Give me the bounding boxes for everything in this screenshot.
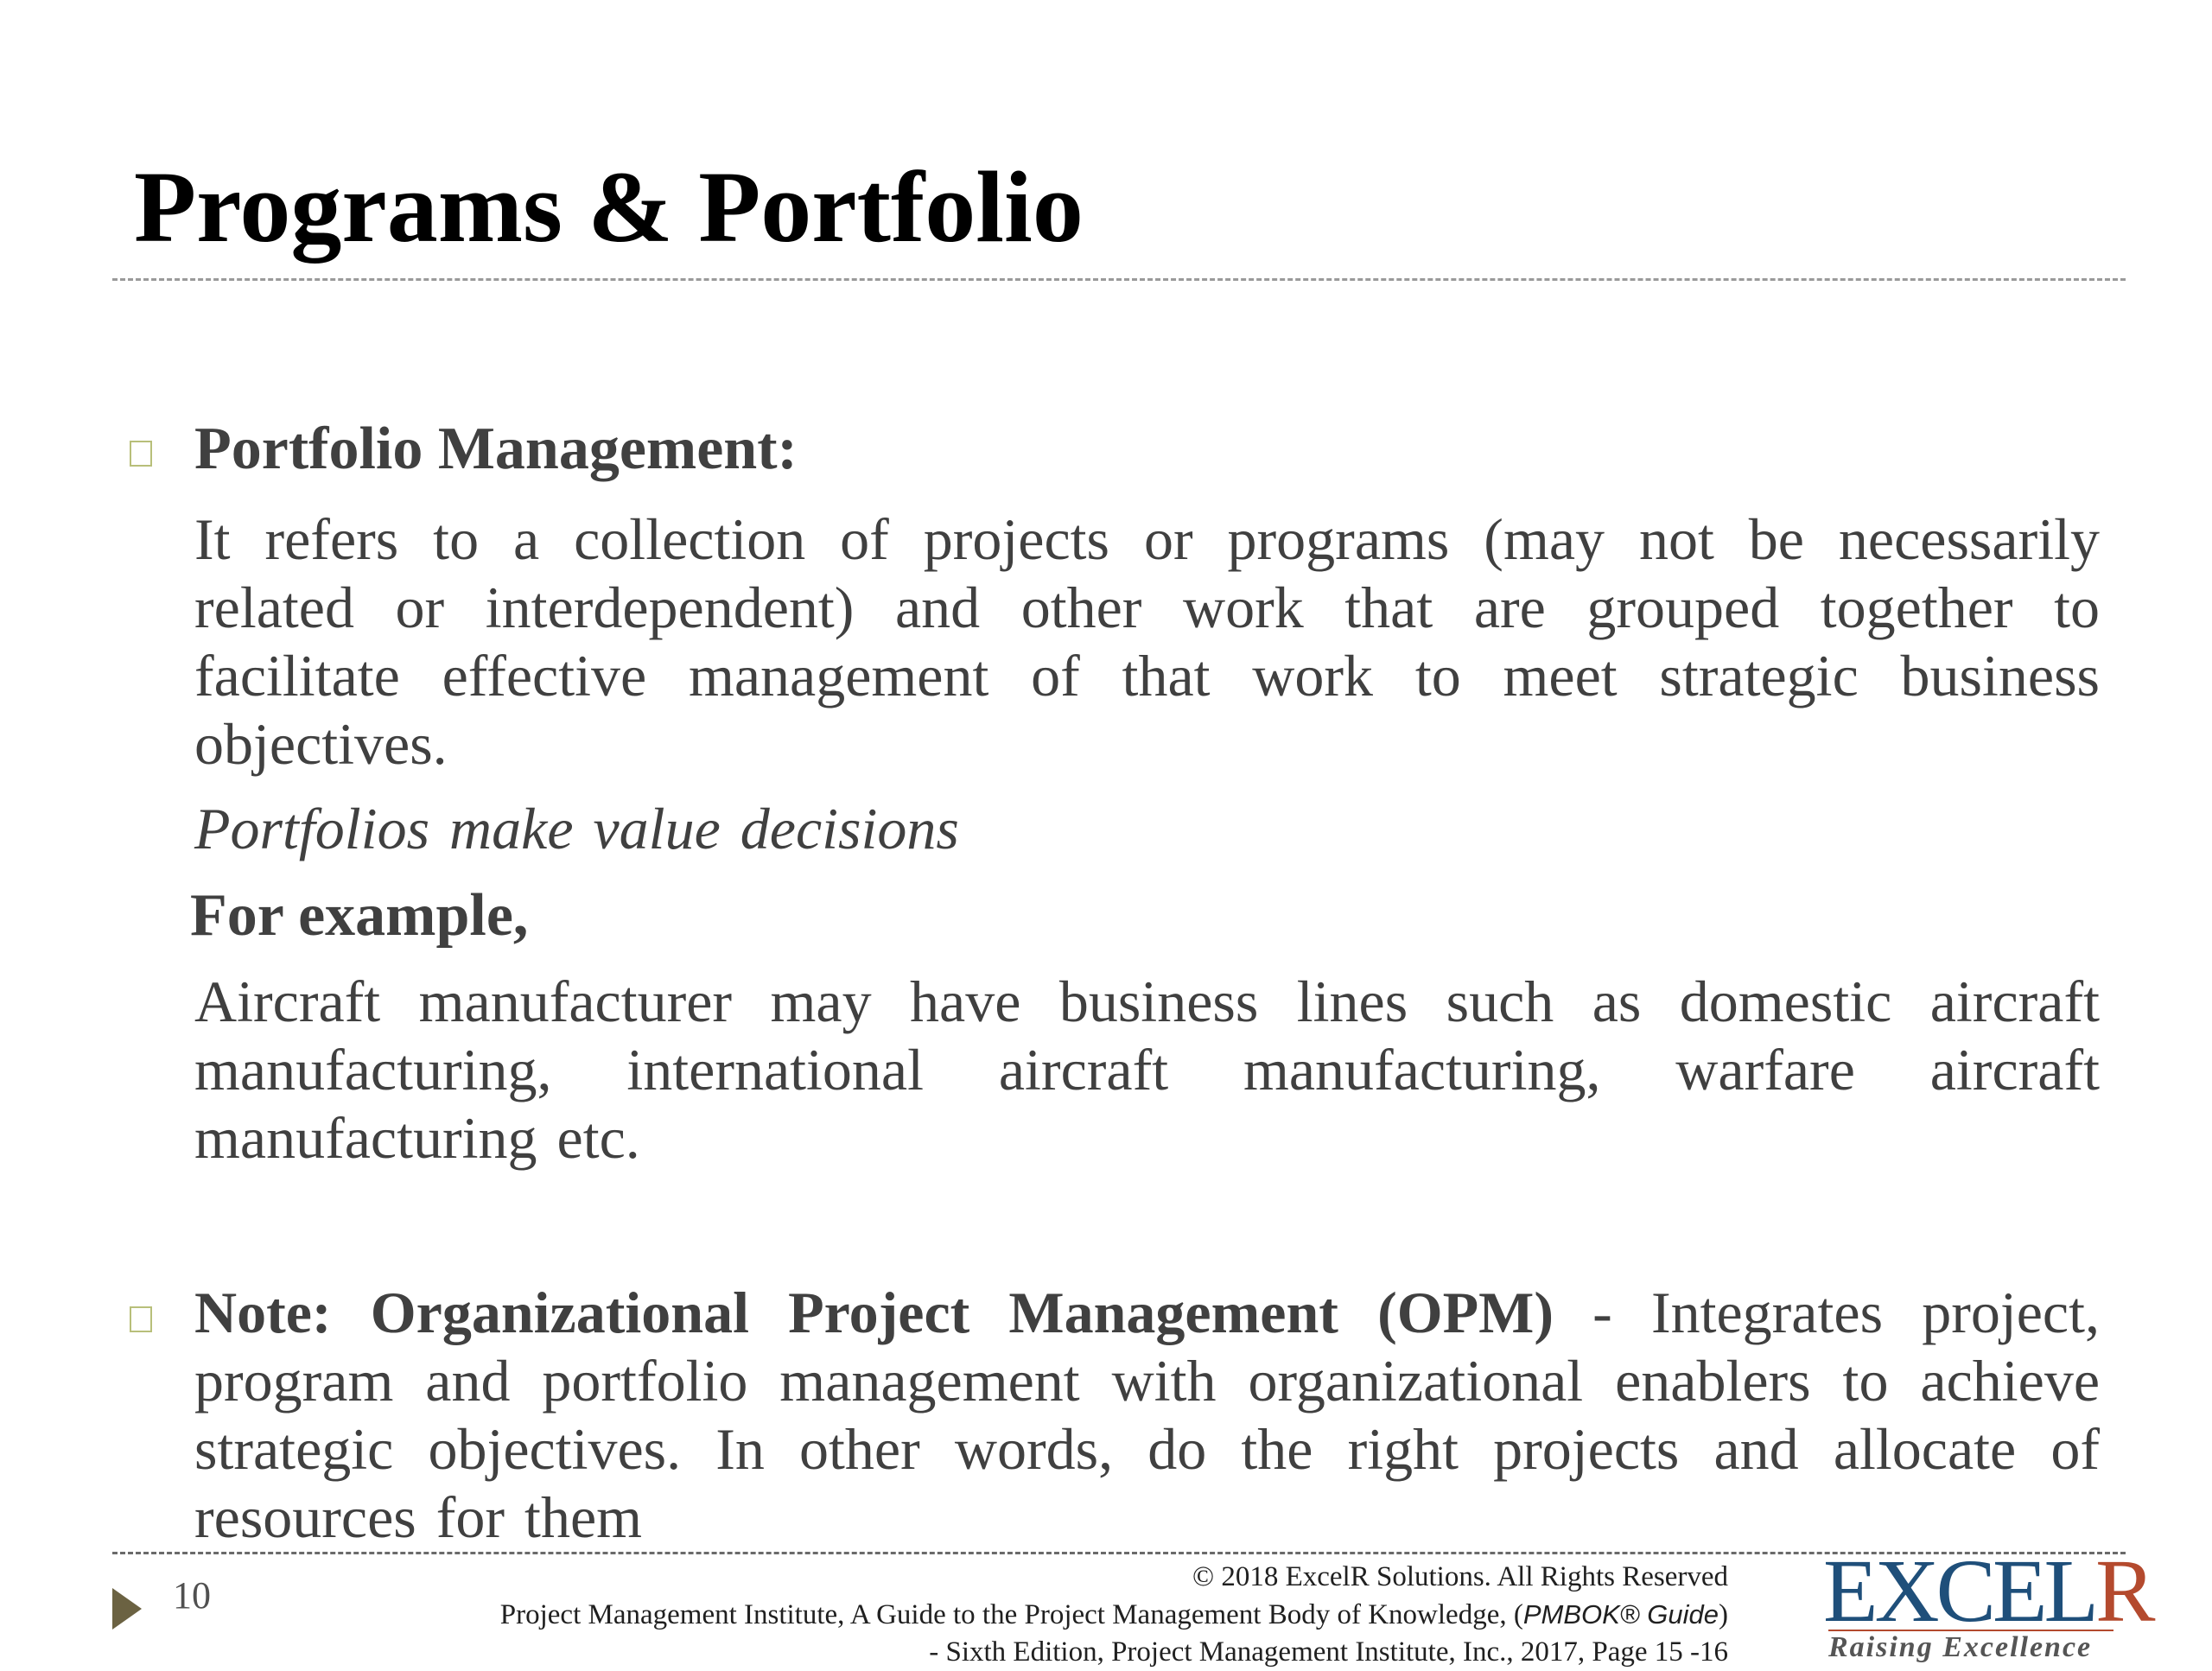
bullet-square-icon <box>130 1306 152 1332</box>
portfolio-definition: It refers to a collection of projects or programs (may not be necessarily related or interdependent) and other work that are grouped together to facilitate effective management of that work to meet strategic business objectives. <box>194 506 2100 777</box>
logo-word-main: EXCEL <box>1823 1541 2096 1641</box>
logo-wordmark <box>1823 1541 2152 1641</box>
portfolio-heading: Portfolio Management: <box>194 416 798 482</box>
footer-reference-pmbok: PMBOK® Guide <box>1522 1599 1719 1630</box>
page-number: 10 <box>173 1574 211 1617</box>
portfolio-emphasis: Portfolios make value decisions <box>194 796 959 861</box>
footer-reference <box>259 1596 1728 1634</box>
opm-note <box>194 1279 2100 1552</box>
logo-word-accent: R <box>2095 1541 2152 1641</box>
footer-reference-line2: - Sixth Edition, Project Management Institute, Inc., 2017, Page 15 -16 <box>929 1636 1728 1668</box>
footer-citation <box>259 1559 1728 1671</box>
title-divider <box>112 278 2126 281</box>
footer-copyright: © 2018 ExcelR Solutions. All Rights Reserved <box>1192 1561 1728 1592</box>
excelr-logo <box>1823 1541 2152 1663</box>
footer-reference-part1: Project Management Institute, A Guide to the Project Management Body of Knowledge, ( <box>499 1599 1523 1630</box>
play-triangle-icon <box>112 1588 142 1630</box>
slide-title: Programs & Portfolio <box>134 150 1084 264</box>
opm-note-label: Note: Organizational Project Management (OPM) <box>194 1280 1554 1345</box>
logo-tagline: Raising Excellence <box>1828 1630 2113 1662</box>
example-heading: For example, <box>190 882 529 949</box>
example-text: Aircraft manufacturer may have business lines such as domestic aircraft manufacturing, international aircraft manufacturing, warfare aircraft manufacturing etc. <box>194 969 2100 1171</box>
bullet-square-icon <box>130 441 152 467</box>
opm-note-text: - Integrates project, program and portfolio management with organizational enablers to achieve strategic objectives. In other words, do the right projects and allocate of resources for them <box>194 1280 2100 1550</box>
footer-reference-part2: ) <box>1719 1599 1728 1630</box>
